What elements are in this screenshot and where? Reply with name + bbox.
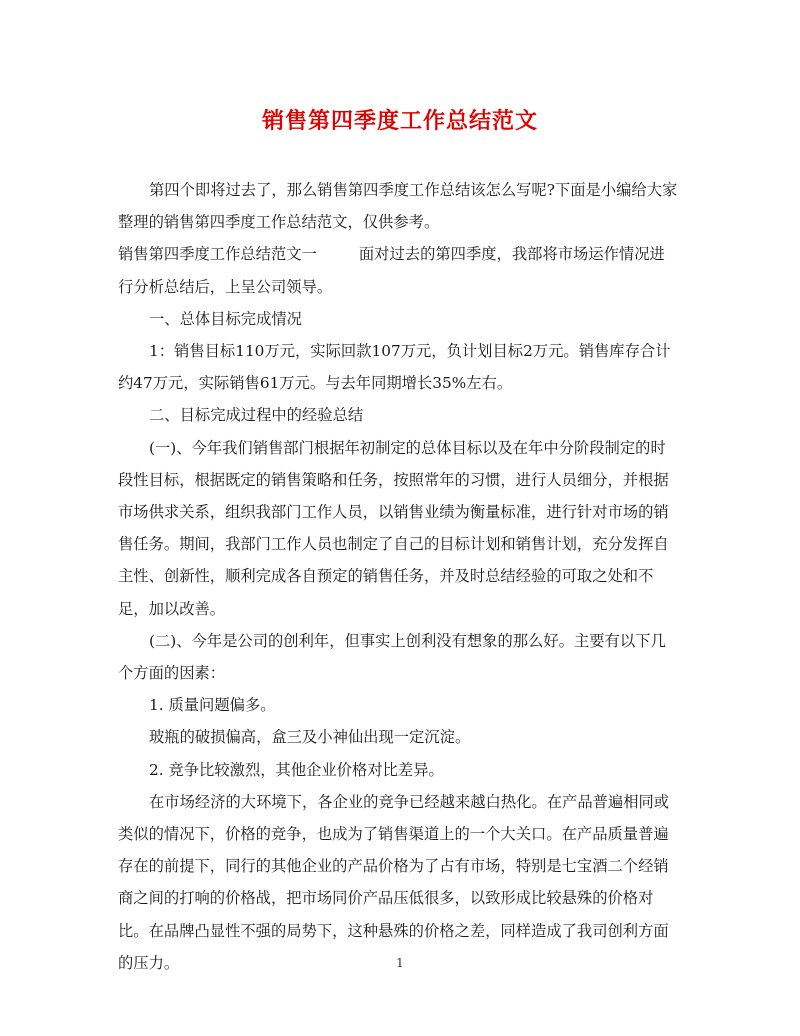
article-heading: 销售第四季度工作总结范文一 [118, 245, 317, 264]
factor2-heading: 2. 竞争比较激烈，其他企业价格对比差异。 [149, 760, 444, 779]
article-lead-text: 面对过去的第四季度，我部将市场运作情况进行分析总结后，上呈公司领导。 [118, 245, 665, 296]
section1-heading: 一、总体目标完成情况 [149, 309, 302, 328]
section2-heading: 二、目标完成过程中的经验总结 [149, 406, 364, 425]
factor2-detail: 在市场经济的大环境下，各企业的竞争已经越来越白热化。在产品普遍相同或类似的情况下，价格的竞争，也成为了销售渠道上的一个大关口。在产品质量普遍存在的前提下，同行的其他企业的产品价格为了占有市场，特别是七宝酒二个经销商之间的打响的价格战，把市场同价产品压低很多，以致形成比较悬殊的价格对比。在品牌凸显性不强的局势下，这种悬殊的价格之差，同样造成了我司创利方面的压力。 [118, 792, 670, 972]
factor1-heading: 1. 质量问题偏多。 [149, 696, 276, 715]
experience-paragraph-one: (一)、今年我们销售部门根据年初制定的总体目标以及在年中分阶段制定的时段性目标，根据既定的销售策略和任务，按照常年的习惯，进行人员细分，并根据市场供求关系，组织我部门工作人员，以销售业绩为衡量标准，进行针对市场的销售任务。期间，我部门工作人员也制定了自己的目标计划和销售计划，充分发挥自主性、创新性，顺利完成各自预定的销售任务，并及时总结经验的可取之处和不足，加以改善。 [118, 438, 669, 618]
document-body [118, 174, 680, 979]
factor1-detail: 玻瓶的破损偏高，盒三及小神仙出现一定沉淀。 [149, 728, 471, 747]
experience-paragraph-two: (二)、今年是公司的创利年，但事实上创利没有想象的那么好。主要有以下几个方面的因素： [118, 631, 666, 683]
article-lead-paragraph [118, 238, 680, 302]
page-number: 1 [396, 956, 404, 970]
section1-paragraph: 1：销售目标110万元，实际回款107万元，负计划目标2万元。销售库存合计约47万元，实际销售61万元。与去年同期增长35%左右。 [118, 342, 671, 393]
intro-paragraph: 第四个即将过去了，那么销售第四季度工作总结该怎么写呢?下面是小编给大家整理的销售第四季度工作总结范文，仅供参考。 [118, 181, 678, 232]
document-title: 销售第四季度工作总结范文 [261, 108, 538, 134]
